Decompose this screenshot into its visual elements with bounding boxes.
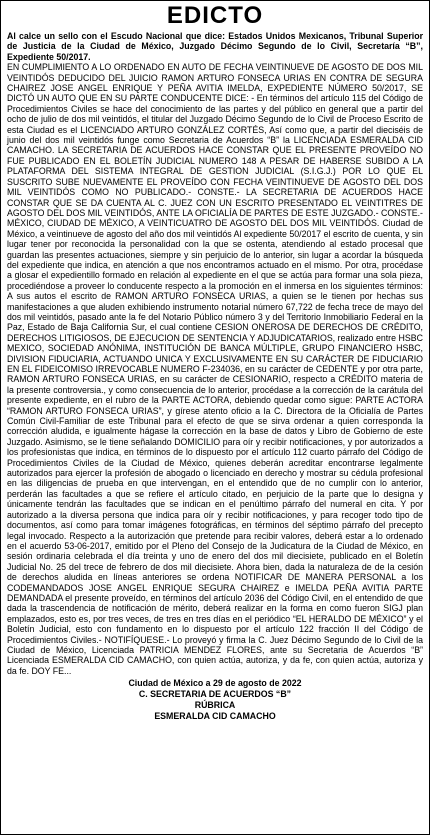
signer-name: ESMERALDA CID CAMACHO <box>154 711 276 722</box>
page-title: EDICTO <box>166 2 264 29</box>
seal-header: Al calce un sello con el Escudo Nacional que dice: Estados Unidos Mexicanos, Tribunal Superior de Justicia de la Ciudad de México, Juzgado Décimo Segundo de lo Civil, Secretaría “B”, Expediente 50/2017. <box>7 31 423 62</box>
signer-role: C. SECRETARIA DE ACUERDOS “B” <box>138 689 292 700</box>
signature-block <box>7 678 423 722</box>
place-date: Ciudad de México a 29 de agosto de 2022 <box>128 678 302 689</box>
edict-body: EN CUMPLIMIENTO A LO ORDENADO EN AUTO DE FECHA VEINTINUEVE DE AGOSTO DE DOS MIL VEINTIDÓS DEDUCIDO DEL JUICIO RAMON ARTURO FONSECA URIAS EN CONTRA DE SEGURA CHAIREZ JOSE ANGEL ENRIQUE Y PEÑA AVITIA IMELDA, EXPEDIENTE NÚMERO 50/2017, SE DICTÓ UN AUTO QUE EN SU PARTE CONDUCENTE DICE: - En términos del artículo 115 del Código de Procedimientos Civiles se hace del conocimiento de las partes y del público en general que a partir del ocho de julio de dos mil veintidós, el titular del Juzgado Décimo Segundo de lo Civil de Proceso Escrito de esta Ciudad es el LICENCIADO ARTURO GONZÁLEZ CORTÉS, Así como que, a partir del dieciséis de junio del dos mil veintidós funge como Secretaria de Acuerdos “B” la LICENCIADA ESMERALDA CID CAMACHO. LA SECRETARIA DE ACUERDOS HACE CONSTAR QUE EL PRESENTE PROVEÍDO NO FUE PUBLICADO EN EL BOLETÍN JUDICIAL NUMERO 148 A PESAR DE HABERSE SUBIDO A LA PLATAFORMA DEL SISTEMA INTEGRAL DE GESTION JUDICIAL (S.I.G.J.) POR LO QUE EL SUSCRITO SUBE NUEVAMENTE EL PROVEÍDO CON FECHA VEINTINUEVE DE AGOSTO DEL DOS MIL VEINTIDÓS COMO NO PUBLICADO.- CONSTE.- LA SECRETARIA DE ACUERDOS HACE CONSTAR QUE SE DA CUENTA AL C. JUEZ CON UN ESCRITO PRESENTADO EL VEINTITRES DE AGOSTO DEL DOS MIL VEINTIDÓS, ANTE LA OFICIALÍA DE PARTES DE ESTE JUZGADO.- CONSTE.- MÉXICO, CIUDAD DE MÉXICO, A VEINTICUATRO DE AGOSTO DEL DOS MIL VEINTIDÓS. Ciudad de México, a veintinueve de agosto del año dos mil veintidós Al expediente 50/2017 el escrito de cuenta, y sin lugar tener por reconocida la personalidad con la que se ostenta, atendiendo al estado procesal que guardan las presentes actuaciones, siempre y sin perjuicio de lo anterior, sin lugar a acordar la búsqueda del expediente que indica, en atención a que nos encontramos actuado en el mismo. Por otra, procédase a glosar el expedientillo formado en relación al expediente en el que se actúa para formar una sola pieza, procediéndose a proveer lo conducente respecto a la promoción en el inmersa en los siguientes términos: A sus autos el escrito de RAMON ARTURO FONSECA URIAS, a quien se le tienen por hechas sus manifestaciones a que aluden exhibiendo instrumento notarial número 67,722 de fecha trece de mayo del dos mil veintidós, pasado ante la fe del Notario Público número 3 y del Territorio Inmobiliario Federal en la Paz, Estado de Baja California Sur, el cual contiene CESION ONEROSA DE DERECHOS DE CRÉDITO, DERECHOS LITIGIOSOS, DE EJECUCION DE SENTENCIA Y ADJUDICATARIOS, realizado entre HSBC MEXICO, SOCIEDAD ANÓNIMA, INSTITUCIÓN DE BANCA MÚLTIPLE, GRUPO FINANCIERO HSBC, DIVISION FIDUCIARIA, ACTUANDO UNICA Y EXCLUSIVAMENTE EN SU CARÁCTER DE FIDUCIARIO EN EL FIDEICOMISO IRREVOCABLE NUMERO F-234036, en su carácter de CEDENTE y por otra parte, RAMON ARTURO FONSECA URIAS, en su carácter de CESIONARIO, respecto a CRÉDITO materia de la presente controversia., y como consecuencia de lo anterior, procédase a la corrección de la carátula del presente expediente, en el rubro de la PARTE ACTORA, debiendo quedar como sigue: PARTE ACTORA “RAMON ARTURO FONSECA URIAS”, y gírese atento oficio a la C. Directora de la Oficialía de Partes Común Civil-Familiar de este Tribunal para el efecto de que se sirva ordenar a quien corresponda la corrección aludida, e igualmente hágase la corrección en la base de datos y Libro de Gobierno de este Juzgado. Asimismo, se le tiene señalando DOMICILIO para oír y recibir notificaciones, y por autorizados a los profesionistas que indica, en términos de lo dispuesto por el artículo 112 cuarto párrafo del Código de Procedimientos Civiles de la Ciudad de México, quienes deberán acreditar encontrarse legalmente autorizados para ejercer la profesión de abogado o licenciado en derecho y mostrar su cédula profesional en las diligencias de prueba en que intervengan, en el entendido que de no cumplir con lo anterior, perderán las facultades a que se refiere el artículo citado, en perjuicio de la parte que lo designa y únicamente tendrán las facultades que se indican en el penúltimo párrafo del numeral en cita. Y por autorizado a la diversa persona que indica para oír y recibir notificaciones, y para recoger todo tipo de documentos, así como para tomar imágenes fotográficas, en términos del séptimo párrafo del precepto legal invocado. Respecto a la autorización que pretende para recibir valores, deberá estar a lo ordenado en el acuerdo 53-06-2017, emitido por el Pleno del Consejo de la Judicatura de la Ciudad de México, en sesión ordinaria celebrada el día treinta y uno de enero del dos mil diecisiete, publicado en el Boletín Judicial No. 25 del trece de febrero de dos mil diecisiete. Ahora bien, dada la naturaleza de de la cesión de derechos aludida en líneas anteriores se ordena NOTIFICAR DE MANERA PERSONAL a los CODEMANDADOS JOSE ANGEL ENRIQUE SEGURA CHAIREZ e IMELDA PEÑA AVITIA PARTE DEMANDADA el presente proveído, en términos del artículo 2036 del Código Civil, en el entendido de que dada la trascendencia de notificación de mérito, deberá realizar en la forma en como fueron SIGJ plan emplazados, esto es, por tres veces, de tres en tres días en el periódico “EL HERALDO DE MÉXICO” y el Boletín Judicial, esto con fundamento en lo dispuesto por el artículo 122 fracción II del Código de Procedimientos Civiles.- NOTIFÍQUESE.- Lo proveyó y firma la C. Juez Décimo Segundo de lo Civil de la Ciudad de México, Licenciada PATRICIA MENDEZ FLORES, ante su Secretaria de Acuerdos “B” Licenciada ESMERALDA CID CAMACHO, con quien actúa, autoriza, y da fe, con quien actúa, autoriza y da fe. DOY FE... <box>7 62 423 676</box>
rubrica-label: RÚBRICA <box>194 700 236 711</box>
